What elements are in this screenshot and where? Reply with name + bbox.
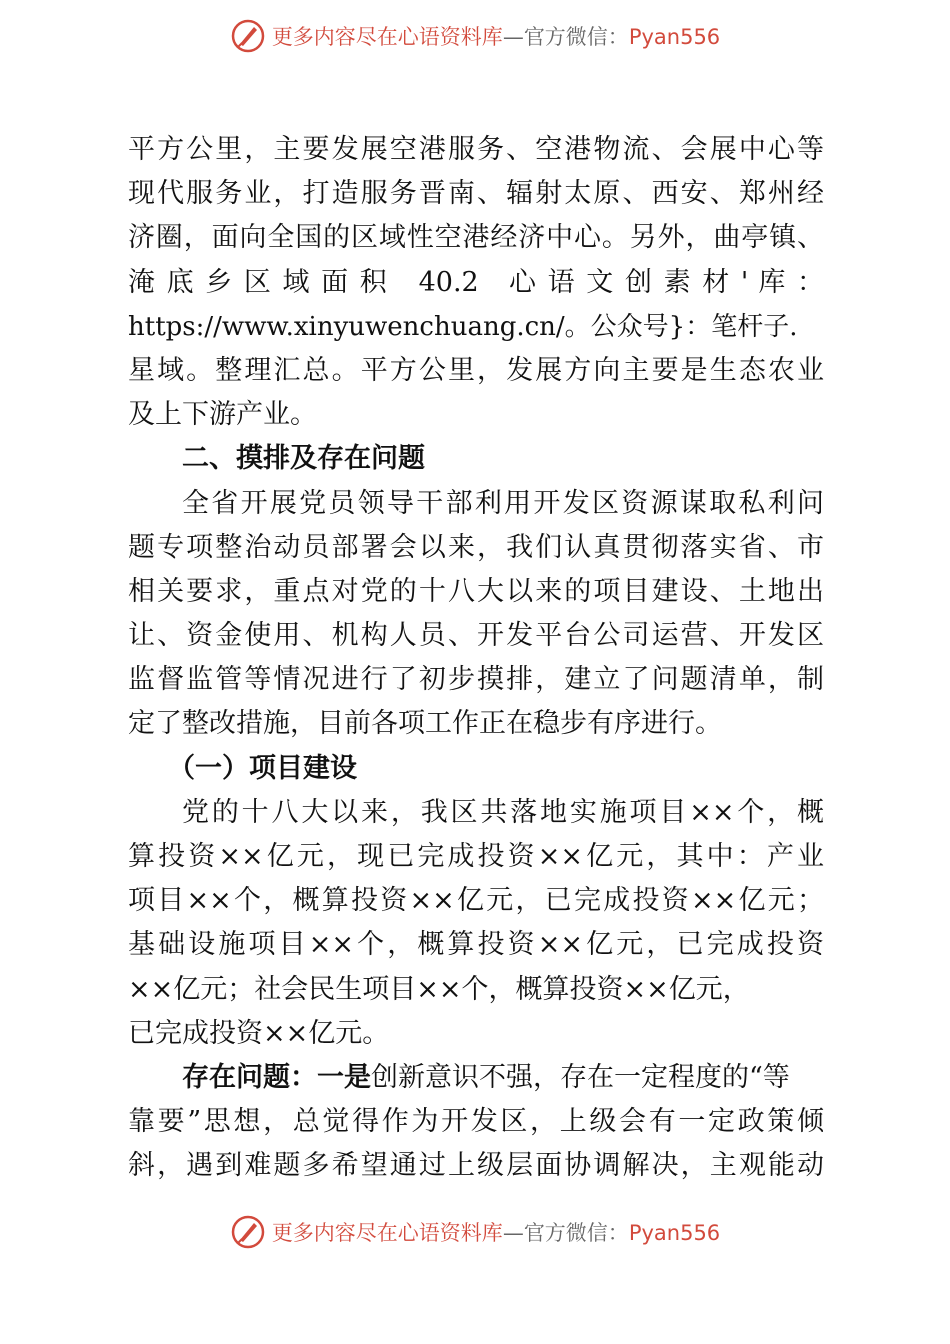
bold-label: 存在问题： [182,1061,317,1093]
pen-logo-icon [230,1214,266,1250]
watermark-banner-bottom [0,1210,950,1254]
text-line: 算投资××亿元，现已完成投资××亿元，其中：产业 [128,841,824,872]
text-line: ××亿元；社会民生项目××个，概算投资××亿元， [128,973,750,1005]
text-line: 星域。整理汇总。平方公里，发展方向主要是生态农业 [128,354,824,386]
text-line: 淹 底 乡 区 域 面 积 40.2 心 语 文 创 素 材 ' 库 ： [128,266,824,298]
watermark-banner-top [0,14,950,58]
text-line: 及上下游产业。 [128,399,317,431]
bold-label: 一是 [317,1061,371,1093]
watermark-text: 更多内容尽在心语资料库—官方微信：Pyan556 [271,1221,721,1245]
text-line: 定了整改措施，目前各项工作正在稳步有序进行。 [128,708,722,740]
document-body [128,128,824,1189]
watermark-text: 更多内容尽在心语资料库—官方微信：Pyan556 [271,25,721,49]
text-line: 党的十八大以来，我区共落地实施项目××个，概 [182,796,824,828]
text-line: 项目××个，概算投资××亿元，已完成投资××亿元； [128,885,824,917]
text-line: 靠要”思想，总觉得作为开发区，上级会有一定政策倾 [128,1106,824,1138]
text-line: 相关要求，重点对党的十八大以来的项目建设、土地出 [128,575,824,607]
text-line: 存在问题：一是创新意识不强，存在一定程度的“等 [182,1061,790,1093]
text-line: 现代服务业，打造服务晋南、辐射太原、西安、郑州经 [128,178,824,210]
text-line: 基础设施项目××个，概算投资××亿元，已完成投资 [128,929,824,961]
text-line: 济圈，面向全国的区域性空港经济中心。另外，曲亭镇、 [128,222,824,254]
text-line: 全省开展党员领导干部利用开发区资源谋取私利问 [182,487,824,519]
pen-logo-icon [230,18,266,54]
text-line: 已完成投资××亿元。 [128,1017,390,1049]
section-heading: 二、摸排及存在问题 [182,443,425,475]
text-line: 题专项整治动员部署会以来，我们认真贯彻落实省、市 [128,531,824,563]
text-line: https://www.xinyuwenchuang.cn/。公众号}：笔杆子. [128,311,798,342]
text-line: 斜，遇到难题多希望通过上级层面协调解决，主观能动 [128,1150,824,1182]
subsection-heading: （一）项目建设 [168,752,357,784]
text-line: 平方公里，主要发展空港服务、空港物流、会展中心等 [128,134,824,165]
text-line: 让、资金使用、机构人员、开发平台公司运营、开发区 [128,620,824,652]
text-line: 监督监管等情况进行了初步摸排，建立了问题清单，制 [128,664,824,696]
